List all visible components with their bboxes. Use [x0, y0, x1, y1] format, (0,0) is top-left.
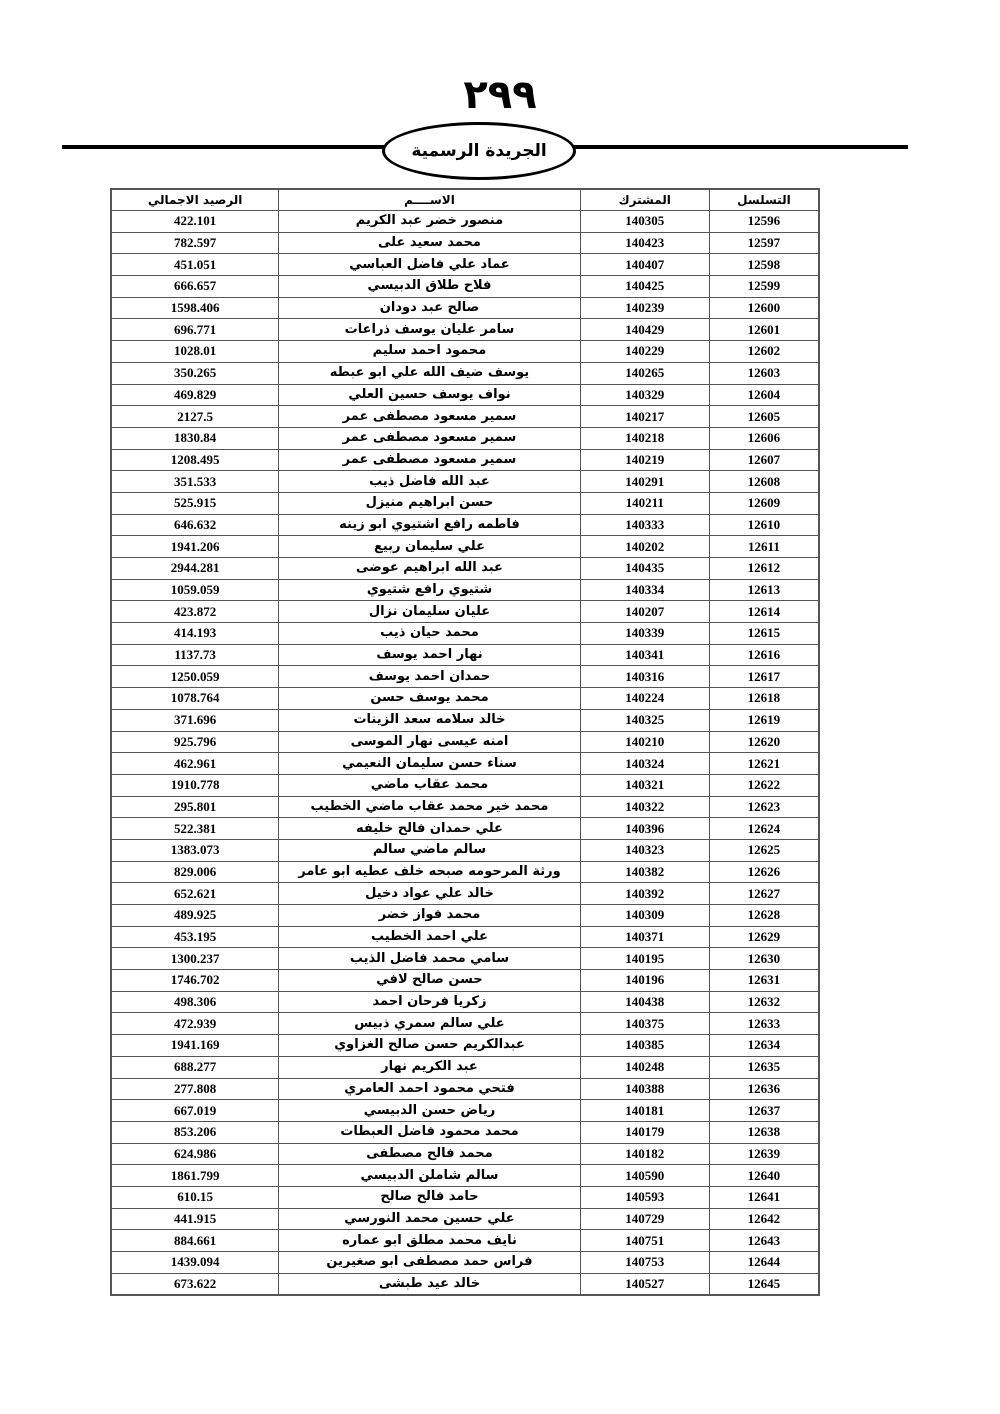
- table-row: [111, 688, 819, 710]
- cell-subscriber: 140195: [580, 948, 709, 970]
- table-row: [111, 1013, 819, 1035]
- cell-serial: 12642: [709, 1208, 819, 1230]
- cell-subscriber: 140371: [580, 926, 709, 948]
- cell-name: سامر عليان يوسف ذراعات: [279, 319, 580, 341]
- table-row: [111, 1208, 819, 1230]
- cell-name: حامد فالح صالح: [279, 1186, 580, 1208]
- table-row: [111, 818, 819, 840]
- table-row: [111, 406, 819, 428]
- cell-name: شتيوي رافع شتيوي: [279, 579, 580, 601]
- cell-balance: 1250.059: [111, 666, 279, 688]
- cell-name: عماد علي فاضل العباسي: [279, 254, 580, 276]
- cell-serial: 12628: [709, 905, 819, 927]
- cell-subscriber: 140339: [580, 623, 709, 645]
- cell-balance: 414.193: [111, 623, 279, 645]
- cell-balance: 451.051: [111, 254, 279, 276]
- cell-subscriber: 140329: [580, 384, 709, 406]
- cell-balance: 696.771: [111, 319, 279, 341]
- cell-subscriber: 140590: [580, 1165, 709, 1187]
- table-row: [111, 319, 819, 341]
- cell-subscriber: 140219: [580, 449, 709, 471]
- table-row: [111, 449, 819, 471]
- cell-subscriber: 140429: [580, 319, 709, 341]
- table-row: [111, 276, 819, 298]
- cell-balance: 453.195: [111, 926, 279, 948]
- table-row: [111, 1056, 819, 1078]
- cell-subscriber: 140291: [580, 471, 709, 493]
- cell-subscriber: 140425: [580, 276, 709, 298]
- cell-subscriber: 140325: [580, 709, 709, 731]
- subscribers-table: [110, 188, 820, 1296]
- cell-serial: 12624: [709, 818, 819, 840]
- table-row: [111, 926, 819, 948]
- cell-subscriber: 140375: [580, 1013, 709, 1035]
- cell-balance: 1941.206: [111, 536, 279, 558]
- table-row: [111, 1035, 819, 1057]
- cell-balance: 2127.5: [111, 406, 279, 428]
- cell-serial: 12612: [709, 558, 819, 580]
- cell-serial: 12635: [709, 1056, 819, 1078]
- cell-balance: 462.961: [111, 753, 279, 775]
- cell-subscriber: 140239: [580, 297, 709, 319]
- cell-subscriber: 140210: [580, 731, 709, 753]
- table-row: [111, 1252, 819, 1274]
- cell-serial: 12641: [709, 1186, 819, 1208]
- table-row: [111, 905, 819, 927]
- cell-name: محمد يوسف حسن: [279, 688, 580, 710]
- table-row: [111, 297, 819, 319]
- cell-subscriber: 140181: [580, 1100, 709, 1122]
- cell-subscriber: 140388: [580, 1078, 709, 1100]
- cell-name: صالح عبد دودان: [279, 297, 580, 319]
- cell-name: علي سالم سمري ذبيس: [279, 1013, 580, 1035]
- table-row: [111, 384, 819, 406]
- cell-subscriber: 140729: [580, 1208, 709, 1230]
- cell-serial: 12639: [709, 1143, 819, 1165]
- cell-name: فاطمه رافع اشتيوي ابو زينه: [279, 514, 580, 536]
- cell-serial: 12625: [709, 839, 819, 861]
- cell-name: سمير مسعود مصطفى عمر: [279, 427, 580, 449]
- cell-balance: 1910.778: [111, 774, 279, 796]
- cell-balance: 350.265: [111, 362, 279, 384]
- column-header-serial: التسلسل: [709, 189, 819, 211]
- cell-name: خالد سلامه سعد الزينات: [279, 709, 580, 731]
- cell-name: حسن صالح لافي: [279, 970, 580, 992]
- cell-name: فتحي محمود احمد العامري: [279, 1078, 580, 1100]
- cell-name: محمد محمود فاضل العبطات: [279, 1121, 580, 1143]
- cell-serial: 12615: [709, 623, 819, 645]
- cell-subscriber: 140753: [580, 1252, 709, 1274]
- cell-name: فلاح طلاق الدبيسي: [279, 276, 580, 298]
- cell-serial: 12608: [709, 471, 819, 493]
- cell-subscriber: 140324: [580, 753, 709, 775]
- table-row: [111, 362, 819, 384]
- cell-subscriber: 140196: [580, 970, 709, 992]
- table-row: [111, 492, 819, 514]
- cell-name: محمد سعيد على: [279, 232, 580, 254]
- cell-serial: 12613: [709, 579, 819, 601]
- table-row: [111, 970, 819, 992]
- cell-serial: 12600: [709, 297, 819, 319]
- cell-name: رياض حسن الدبيسي: [279, 1100, 580, 1122]
- cell-subscriber: 140218: [580, 427, 709, 449]
- cell-serial: 12617: [709, 666, 819, 688]
- cell-balance: 525.915: [111, 492, 279, 514]
- table-row: [111, 666, 819, 688]
- table-row: [111, 1121, 819, 1143]
- cell-name: محمد عقاب ماضي: [279, 774, 580, 796]
- cell-balance: 782.597: [111, 232, 279, 254]
- cell-name: علي سليمان ربيع: [279, 536, 580, 558]
- table-row: [111, 991, 819, 1013]
- cell-balance: 667.019: [111, 1100, 279, 1122]
- cell-name: حسن ابراهيم منيزل: [279, 492, 580, 514]
- cell-serial: 12626: [709, 861, 819, 883]
- cell-balance: 498.306: [111, 991, 279, 1013]
- cell-balance: 1383.073: [111, 839, 279, 861]
- cell-balance: 423.872: [111, 601, 279, 623]
- table-row: [111, 1100, 819, 1122]
- table-row: [111, 623, 819, 645]
- cell-balance: 1078.764: [111, 688, 279, 710]
- cell-subscriber: 140316: [580, 666, 709, 688]
- cell-balance: 925.796: [111, 731, 279, 753]
- cell-subscriber: 140224: [580, 688, 709, 710]
- cell-subscriber: 140322: [580, 796, 709, 818]
- cell-balance: 295.801: [111, 796, 279, 818]
- cell-name: ورثة المرحومه صبحه خلف عطيه ابو عامر: [279, 861, 580, 883]
- table-row: [111, 883, 819, 905]
- cell-serial: 12609: [709, 492, 819, 514]
- cell-serial: 12636: [709, 1078, 819, 1100]
- cell-serial: 12618: [709, 688, 819, 710]
- table-row: [111, 753, 819, 775]
- table-row: [111, 427, 819, 449]
- cell-balance: 1941.169: [111, 1035, 279, 1057]
- table-header-row: [111, 189, 819, 211]
- cell-serial: 12627: [709, 883, 819, 905]
- cell-name: نواف يوسف حسين العلي: [279, 384, 580, 406]
- cell-subscriber: 140334: [580, 579, 709, 601]
- table-row: [111, 839, 819, 861]
- table-row: [111, 1078, 819, 1100]
- column-header-balance: الرصيد الاجمالي: [111, 189, 279, 211]
- cell-name: سمير مسعود مصطفى عمر: [279, 449, 580, 471]
- cell-name: علي احمد الخطيب: [279, 926, 580, 948]
- cell-serial: 12621: [709, 753, 819, 775]
- cell-serial: 12605: [709, 406, 819, 428]
- table-row: [111, 861, 819, 883]
- cell-subscriber: 140305: [580, 211, 709, 233]
- cell-serial: 12611: [709, 536, 819, 558]
- table-row: [111, 254, 819, 276]
- cell-subscriber: 140207: [580, 601, 709, 623]
- cell-serial: 12637: [709, 1100, 819, 1122]
- cell-name: عليان سليمان نزال: [279, 601, 580, 623]
- cell-balance: 441.915: [111, 1208, 279, 1230]
- cell-name: خالد علي عواد دخيل: [279, 883, 580, 905]
- table-row: [111, 514, 819, 536]
- table-row: [111, 232, 819, 254]
- cell-name: محمد خير محمد عقاب ماضي الخطيب: [279, 796, 580, 818]
- cell-serial: 12614: [709, 601, 819, 623]
- cell-balance: 371.696: [111, 709, 279, 731]
- cell-balance: 1300.237: [111, 948, 279, 970]
- cell-balance: 688.277: [111, 1056, 279, 1078]
- cell-name: خالد عيد طبشى: [279, 1273, 580, 1295]
- table-row: [111, 1230, 819, 1252]
- cell-name: سامي محمد فاضل الذيب: [279, 948, 580, 970]
- table-row: [111, 536, 819, 558]
- cell-serial: 12638: [709, 1121, 819, 1143]
- cell-name: محمد فالح مصطفى: [279, 1143, 580, 1165]
- table-row: [111, 709, 819, 731]
- cell-balance: 277.808: [111, 1078, 279, 1100]
- cell-subscriber: 140211: [580, 492, 709, 514]
- table-row: [111, 644, 819, 666]
- table-row: [111, 211, 819, 233]
- cell-balance: 1598.406: [111, 297, 279, 319]
- cell-name: محمود احمد سليم: [279, 341, 580, 363]
- cell-subscriber: 140407: [580, 254, 709, 276]
- cell-name: عبد الله ابراهيم عوضى: [279, 558, 580, 580]
- cell-serial: 12610: [709, 514, 819, 536]
- cell-name: محمد حيان ذيب: [279, 623, 580, 645]
- cell-balance: 884.661: [111, 1230, 279, 1252]
- cell-balance: 1746.702: [111, 970, 279, 992]
- cell-subscriber: 140396: [580, 818, 709, 840]
- cell-subscriber: 140309: [580, 905, 709, 927]
- table-row: [111, 731, 819, 753]
- cell-serial: 12634: [709, 1035, 819, 1057]
- cell-name: علي حمدان فالح خليفه: [279, 818, 580, 840]
- cell-serial: 12633: [709, 1013, 819, 1035]
- cell-name: نهار احمد يوسف: [279, 644, 580, 666]
- table-row: [111, 601, 819, 623]
- cell-balance: 351.533: [111, 471, 279, 493]
- cell-subscriber: 140751: [580, 1230, 709, 1252]
- cell-serial: 12597: [709, 232, 819, 254]
- cell-balance: 2944.281: [111, 558, 279, 580]
- cell-serial: 12620: [709, 731, 819, 753]
- cell-balance: 1861.799: [111, 1165, 279, 1187]
- cell-balance: 1830.84: [111, 427, 279, 449]
- cell-balance: 610.15: [111, 1186, 279, 1208]
- cell-balance: 469.829: [111, 384, 279, 406]
- cell-balance: 472.939: [111, 1013, 279, 1035]
- cell-subscriber: 140248: [580, 1056, 709, 1078]
- cell-subscriber: 140229: [580, 341, 709, 363]
- cell-serial: 12622: [709, 774, 819, 796]
- cell-name: يوسف ضيف الله علي ابو عبطه: [279, 362, 580, 384]
- cell-subscriber: 140593: [580, 1186, 709, 1208]
- cell-name: فراس حمد مصطفى ابو صغيرين: [279, 1252, 580, 1274]
- table-row: [111, 1143, 819, 1165]
- cell-balance: 646.632: [111, 514, 279, 536]
- cell-serial: 12604: [709, 384, 819, 406]
- table-row: [111, 341, 819, 363]
- cell-serial: 12643: [709, 1230, 819, 1252]
- table-row: [111, 471, 819, 493]
- cell-name: امنه عيسى نهار الموسى: [279, 731, 580, 753]
- cell-name: عبد الكريم نهار: [279, 1056, 580, 1078]
- column-header-subscriber: المشترك: [580, 189, 709, 211]
- cell-serial: 12601: [709, 319, 819, 341]
- table-row: [111, 1186, 819, 1208]
- publication-title: الجريدة الرسمية: [411, 141, 547, 161]
- cell-balance: 1028.01: [111, 341, 279, 363]
- cell-serial: 12630: [709, 948, 819, 970]
- cell-name: سالم ماضي سالم: [279, 839, 580, 861]
- table-row: [111, 1165, 819, 1187]
- page-number: ٢٩٩: [463, 72, 537, 118]
- cell-serial: 12596: [709, 211, 819, 233]
- cell-name: سالم شاملن الدبيسي: [279, 1165, 580, 1187]
- cell-subscriber: 140341: [580, 644, 709, 666]
- cell-subscriber: 140423: [580, 232, 709, 254]
- table-row: [111, 796, 819, 818]
- cell-subscriber: 140202: [580, 536, 709, 558]
- cell-subscriber: 140321: [580, 774, 709, 796]
- cell-name: علي حسين محمد النورسي: [279, 1208, 580, 1230]
- cell-serial: 12645: [709, 1273, 819, 1295]
- cell-serial: 12616: [709, 644, 819, 666]
- cell-name: عبدالكريم حسن صالح الغزاوي: [279, 1035, 580, 1057]
- cell-balance: 1208.495: [111, 449, 279, 471]
- cell-subscriber: 140527: [580, 1273, 709, 1295]
- cell-balance: 1439.094: [111, 1252, 279, 1274]
- cell-subscriber: 140385: [580, 1035, 709, 1057]
- publication-title-oval: [382, 122, 576, 180]
- cell-serial: 12631: [709, 970, 819, 992]
- cell-balance: 666.657: [111, 276, 279, 298]
- cell-serial: 12602: [709, 341, 819, 363]
- cell-name: عبد الله فاضل ذيب: [279, 471, 580, 493]
- cell-serial: 12629: [709, 926, 819, 948]
- table-row: [111, 1273, 819, 1295]
- table-body: [111, 211, 819, 1296]
- cell-name: منصور خضر عبد الكريم: [279, 211, 580, 233]
- cell-name: سمير مسعود مصطفى عمر: [279, 406, 580, 428]
- cell-balance: 1137.73: [111, 644, 279, 666]
- cell-balance: 624.986: [111, 1143, 279, 1165]
- table-row: [111, 948, 819, 970]
- cell-serial: 12623: [709, 796, 819, 818]
- cell-balance: 652.621: [111, 883, 279, 905]
- cell-serial: 12640: [709, 1165, 819, 1187]
- cell-balance: 522.381: [111, 818, 279, 840]
- table-row: [111, 774, 819, 796]
- cell-balance: 1059.059: [111, 579, 279, 601]
- cell-subscriber: 140382: [580, 861, 709, 883]
- cell-serial: 12603: [709, 362, 819, 384]
- cell-subscriber: 140438: [580, 991, 709, 1013]
- cell-serial: 12607: [709, 449, 819, 471]
- table-row: [111, 579, 819, 601]
- cell-balance: 853.206: [111, 1121, 279, 1143]
- column-header-name: الاســــم: [279, 189, 580, 211]
- cell-subscriber: 140323: [580, 839, 709, 861]
- cell-balance: 673.622: [111, 1273, 279, 1295]
- cell-serial: 12619: [709, 709, 819, 731]
- cell-subscriber: 140265: [580, 362, 709, 384]
- cell-name: نايف محمد مطلق ابو عماره: [279, 1230, 580, 1252]
- cell-name: حمدان احمد يوسف: [279, 666, 580, 688]
- cell-subscriber: 140179: [580, 1121, 709, 1143]
- cell-subscriber: 140392: [580, 883, 709, 905]
- cell-subscriber: 140182: [580, 1143, 709, 1165]
- cell-balance: 489.925: [111, 905, 279, 927]
- table-row: [111, 558, 819, 580]
- cell-name: زكريا فرحان احمد: [279, 991, 580, 1013]
- cell-serial: 12644: [709, 1252, 819, 1274]
- cell-name: سناء حسن سليمان النعيمي: [279, 753, 580, 775]
- cell-balance: 829.006: [111, 861, 279, 883]
- cell-serial: 12599: [709, 276, 819, 298]
- cell-subscriber: 140435: [580, 558, 709, 580]
- cell-subscriber: 140333: [580, 514, 709, 536]
- cell-subscriber: 140217: [580, 406, 709, 428]
- cell-serial: 12632: [709, 991, 819, 1013]
- cell-name: محمد فواز خضر: [279, 905, 580, 927]
- cell-serial: 12598: [709, 254, 819, 276]
- cell-serial: 12606: [709, 427, 819, 449]
- cell-balance: 422.101: [111, 211, 279, 233]
